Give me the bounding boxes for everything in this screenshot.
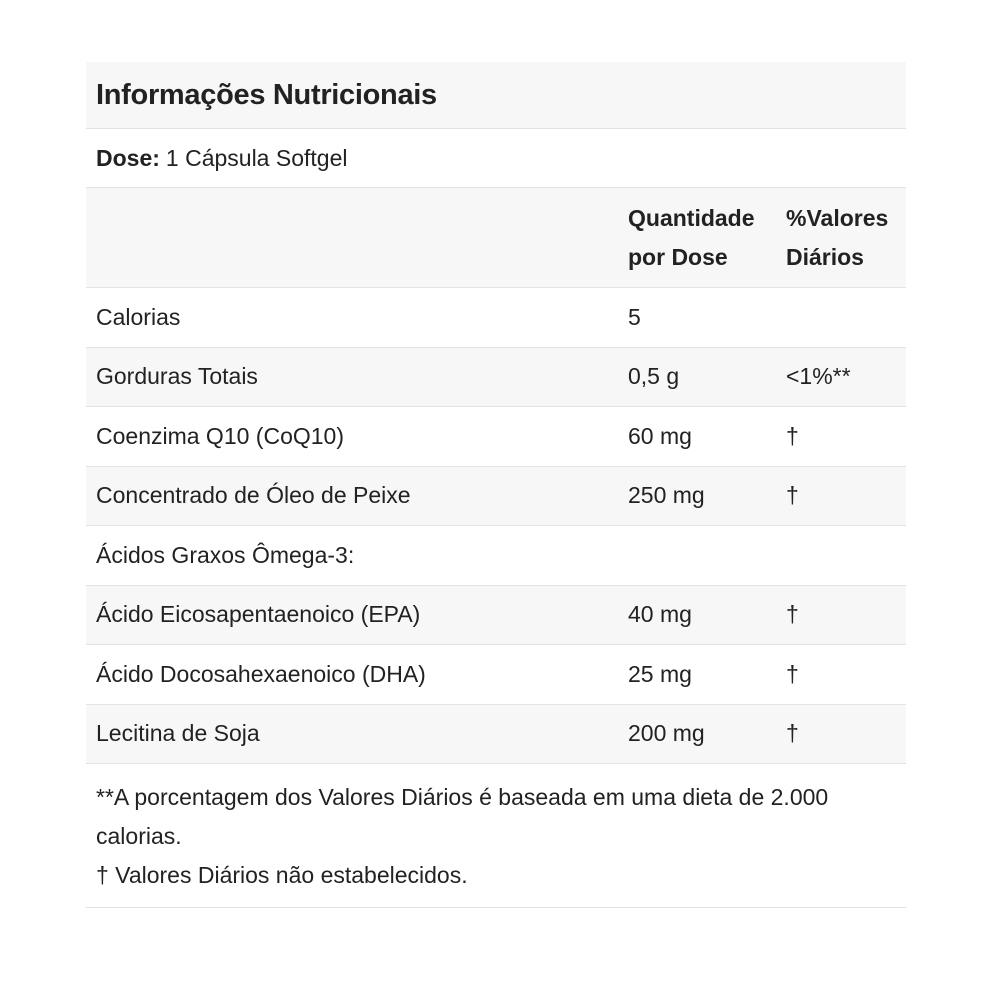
table-row xyxy=(86,586,906,646)
nutrient-name: Coenzima Q10 (CoQ10) xyxy=(96,422,344,449)
nutrient-name: Concentrado de Óleo de Peixe xyxy=(96,482,411,509)
nutrient-quantity: 25 mg xyxy=(628,660,692,687)
nutrient-name: Lecitina de Soja xyxy=(96,720,260,747)
nutrient-daily-value: † xyxy=(786,660,799,687)
nutrient-quantity: 5 xyxy=(628,303,641,330)
nutrient-daily-value: † xyxy=(786,422,799,449)
footnotes xyxy=(86,764,906,908)
nutrition-facts-table xyxy=(86,62,906,908)
footnote-daily-value: **A porcentagem dos Valores Diários é baseada em uma dieta de 2.000 calorias. xyxy=(96,784,829,849)
title-row xyxy=(86,62,906,129)
dose-row xyxy=(86,129,906,188)
nutrient-name: Ácidos Graxos Ômega-3: xyxy=(96,541,355,568)
nutrient-quantity: 0,5 g xyxy=(628,363,680,390)
nutrient-name: Ácido Eicosapentaenoico (EPA) xyxy=(96,601,421,628)
nutrient-quantity: 200 mg xyxy=(628,720,705,747)
nutrient-quantity: 250 mg xyxy=(628,482,705,509)
dose-value: 1 Cápsula Softgel xyxy=(165,144,348,171)
footnote-not-established: † Valores Diários não estabelecidos. xyxy=(96,862,468,888)
column-header-row xyxy=(86,188,906,288)
table-row xyxy=(86,288,906,348)
table-row xyxy=(86,705,906,765)
table-row xyxy=(86,467,906,527)
nutrient-daily-value: † xyxy=(786,482,799,509)
nutrient-name: Ácido Docosahexaenoico (DHA) xyxy=(96,660,426,687)
nutrient-name: Calorias xyxy=(96,303,181,330)
table-title: Informações Nutricionais xyxy=(96,78,437,111)
nutrient-daily-value: † xyxy=(786,601,799,628)
dose-label: Dose: xyxy=(96,144,160,171)
table-row xyxy=(86,526,906,586)
nutrient-daily-value: † xyxy=(786,720,799,747)
nutrient-name: Gorduras Totais xyxy=(96,363,258,390)
table-row xyxy=(86,407,906,467)
header-quantity: Quantidade por Dose xyxy=(628,204,755,270)
nutrient-quantity: 60 mg xyxy=(628,422,692,449)
nutrient-quantity: 40 mg xyxy=(628,601,692,628)
table-row xyxy=(86,348,906,408)
nutrient-daily-value: <1%** xyxy=(786,363,851,390)
table-row xyxy=(86,645,906,705)
header-daily-value: %Valores Diários xyxy=(786,204,889,270)
